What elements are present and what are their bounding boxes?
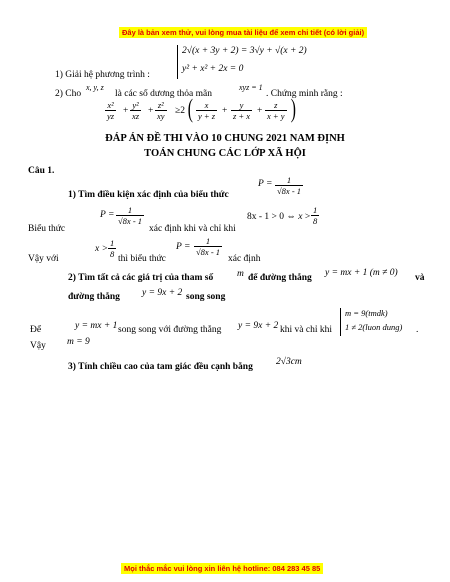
q2-heading-b: để đường thẳng xyxy=(248,273,312,283)
frac-x-yz: $\frac{x}{y + z}$ xyxy=(198,100,216,121)
q1-conclusion-a: Vậy với xyxy=(28,254,59,264)
q1-expression-fraction: $\frac{1}{√8x - 1}$ xyxy=(277,175,302,196)
q2-heading-e: song song xyxy=(186,292,226,302)
q2-system-2: 1 ≠ 2(luon dung) xyxy=(345,322,403,332)
problem-1-text: 1) Giải hệ phương trình : xyxy=(55,70,150,80)
q1-line-a: Biểu thức xyxy=(28,224,66,234)
geq-two: ≥2 xyxy=(175,106,185,116)
frac-y-zx: $\frac{y}{z + x}$ xyxy=(233,100,251,121)
frac-y2-xz: $\frac{\text{y²}}{xz}$ xyxy=(132,100,140,121)
plus-sign: + xyxy=(148,106,154,116)
q1-line-b: xác định khi và chỉ khi xyxy=(149,224,236,234)
frac-x2-yz: $\frac{\text{x²}}{yz}$ xyxy=(107,100,115,121)
q2-cond-b: song song với đường thẳng xyxy=(118,325,222,335)
q2-line-1: y = mx + 1 (m ≠ 0) xyxy=(325,268,398,278)
q2-line-2: y = 9x + 2 xyxy=(142,288,183,298)
problem-2-text-c: . Chứng minh rằng : xyxy=(266,89,343,99)
q1-p-fraction: $\frac{1}{√8x - 1}$ xyxy=(118,205,143,226)
q1-conclusion-p: P = xyxy=(176,242,191,252)
q1-p-lhs: P = xyxy=(100,210,115,220)
hotline-banner: Mọi thắc mắc vui lòng xin liên hệ hotline: 084 283 45 85 xyxy=(121,563,323,574)
preview-banner: Đây là bản xem thử, vui lòng mua tài liệu để xem chi tiết (có lời giải) xyxy=(119,27,367,38)
system-equation-1: 2√(x + 3y + 2) = 3√y + √(x + 2) xyxy=(182,46,307,56)
question-1-label: Câu 1. xyxy=(28,166,55,176)
plus-sign: + xyxy=(257,106,263,116)
q1-conclusion-p-fraction: $\frac{1}{√8x - 1}$ xyxy=(196,236,221,257)
q2-system-brace xyxy=(340,308,341,336)
plus-sign: + xyxy=(123,106,129,116)
problem-2-vars: x, y, z xyxy=(86,83,104,92)
q2-heading-c: và xyxy=(415,273,425,283)
q3-heading: 3) Tính chiều cao của tam giác đều cạnh bằng xyxy=(68,362,253,372)
problem-2-text-b: là các số dương thỏa mãn xyxy=(115,89,212,99)
answer-title-line-2: TOÁN CHUNG CÁC LỚP XÃ HỘI xyxy=(144,148,306,159)
q2-conc-m: m = 9 xyxy=(67,337,90,347)
q1-conclusion-fraction: $\frac{1}{8}$ xyxy=(110,238,115,259)
q2-heading-d: đường thẳng xyxy=(68,292,120,302)
q2-cond-a: Để xyxy=(30,325,42,335)
q2-cond-c: khi và chỉ khi xyxy=(280,325,332,335)
system-equation-2: y² + x² + 2x = 0 xyxy=(182,64,244,74)
q2-cond-line-2: y = 9x + 2 xyxy=(238,321,279,331)
q1-heading: 1) Tìm điều kiện xác định của biểu thức xyxy=(68,190,229,200)
left-paren: ( xyxy=(187,94,193,123)
q1-expression-lhs: P = xyxy=(258,179,273,189)
plus-sign: + xyxy=(222,106,228,116)
q2-system-1: m = 9(tmdk) xyxy=(345,308,388,318)
problem-2-condition: xyz = 1 xyxy=(239,83,263,92)
frac-z2-xy: $\frac{\text{z²}}{xy}$ xyxy=(157,100,165,121)
answer-title-line-1: ĐÁP ÁN ĐỀ THI VÀO 10 CHUNG 2021 NAM ĐỊNH xyxy=(105,133,345,144)
period: . xyxy=(416,325,419,335)
q2-heading-m: m xyxy=(237,269,244,279)
right-paren: ) xyxy=(290,94,296,123)
q1-one-eighth: $\frac{1}{8}$ xyxy=(313,205,318,226)
q3-value: 2√3cm xyxy=(276,357,302,367)
q2-conc-a: Vậy xyxy=(30,341,46,351)
q2-cond-line-1: y = mx + 1 xyxy=(75,321,118,331)
q2-heading-a: 2) Tìm tất cả các giá trị của tham số xyxy=(68,273,214,283)
problem-2-text-a: 2) Cho xyxy=(55,89,82,99)
q1-inequality: 8x - 1 > 0 ⇔ x > xyxy=(247,212,311,222)
system-brace xyxy=(177,45,178,79)
q1-conclusion-c: xác định xyxy=(228,254,261,264)
q1-conclusion-x: x > xyxy=(95,244,109,254)
q1-conclusion-b: thì biểu thức xyxy=(118,254,166,264)
frac-z-xy: $\frac{z}{x + y}$ xyxy=(267,100,285,121)
